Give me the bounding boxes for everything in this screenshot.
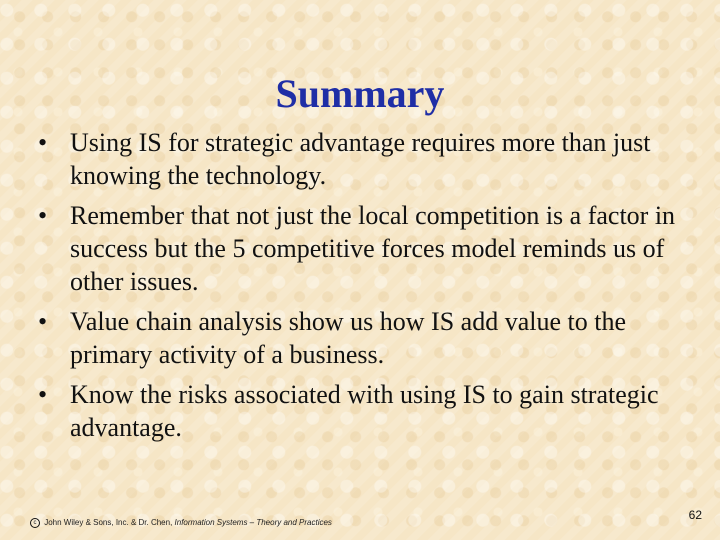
footer-book-title: Information Systems – Theory and Practices: [174, 518, 332, 527]
footer-author: & Dr. Chen,: [130, 518, 175, 527]
bullet-text: Know the risks associated with using IS to gain strategic advantage.: [70, 380, 659, 442]
bullet-item: [38, 126, 688, 192]
bullet-list: [38, 126, 688, 444]
bullet-icon: •: [38, 128, 48, 157]
bullet-text: Value chain analysis show us how IS add value to the primary activity of a business.: [70, 307, 627, 369]
footer-publisher: John Wiley & Sons, Inc.: [44, 518, 129, 527]
slide-title: Summary: [275, 71, 445, 116]
footer: [30, 518, 332, 528]
bullet-icon: •: [38, 201, 48, 230]
bullet-item: [38, 305, 688, 371]
bullet-item: [38, 378, 688, 444]
copyright-icon: c: [30, 518, 40, 528]
slide-content: [38, 126, 688, 451]
bullet-text: Remember that not just the local competition is a factor in success but the 5 competitive forces model reminds us of other issues.: [70, 201, 676, 296]
bullet-icon: •: [38, 307, 48, 336]
bullet-icon: •: [38, 380, 48, 409]
bullet-item: [38, 199, 688, 298]
page-number: 62: [688, 508, 702, 522]
bullet-text: Using IS for strategic advantage requires more than just knowing the technology.: [70, 128, 651, 190]
